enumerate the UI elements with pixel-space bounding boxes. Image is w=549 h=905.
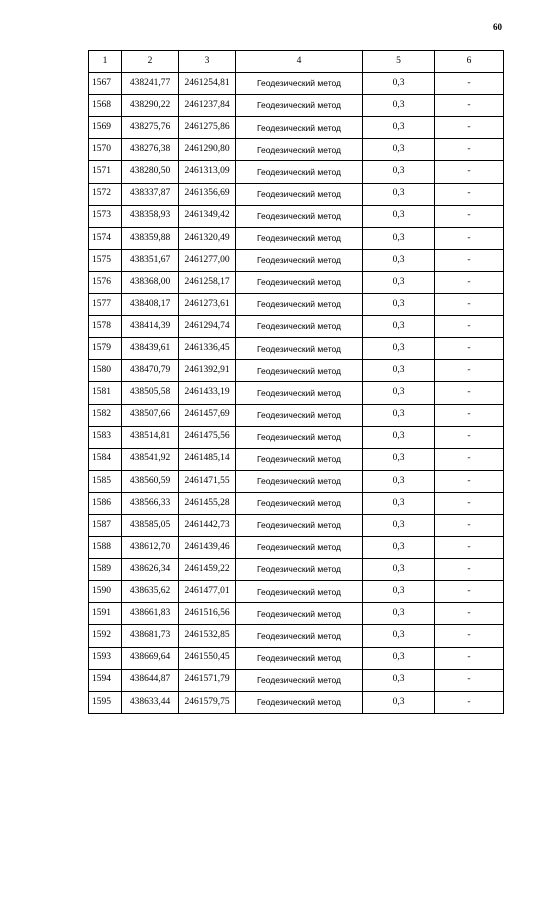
accuracy-cell: 0,3 bbox=[363, 271, 435, 293]
method-cell: Геодезический метод bbox=[236, 691, 363, 713]
point-number-cell: 1593 bbox=[89, 647, 122, 669]
point-number-cell: 1577 bbox=[89, 294, 122, 316]
y-coordinate-cell: 2461579,75 bbox=[179, 691, 236, 713]
table-row bbox=[89, 625, 504, 647]
note-cell: - bbox=[435, 492, 504, 514]
note-cell: - bbox=[435, 537, 504, 559]
point-number-cell: 1595 bbox=[89, 691, 122, 713]
y-coordinate-cell: 2461294,74 bbox=[179, 316, 236, 338]
y-coordinate-cell: 2461336,45 bbox=[179, 338, 236, 360]
table-row bbox=[89, 470, 504, 492]
method-cell: Геодезический метод bbox=[236, 470, 363, 492]
y-coordinate-cell: 2461516,56 bbox=[179, 603, 236, 625]
y-coordinate-cell: 2461457,69 bbox=[179, 404, 236, 426]
table-row bbox=[89, 271, 504, 293]
x-coordinate-cell: 438681,73 bbox=[122, 625, 179, 647]
note-cell: - bbox=[435, 271, 504, 293]
note-cell: - bbox=[435, 404, 504, 426]
table-body bbox=[89, 73, 504, 714]
x-coordinate-cell: 438470,79 bbox=[122, 360, 179, 382]
method-cell: Геодезический метод bbox=[236, 338, 363, 360]
x-coordinate-cell: 438241,77 bbox=[122, 73, 179, 95]
table-row bbox=[89, 647, 504, 669]
x-coordinate-cell: 438358,93 bbox=[122, 205, 179, 227]
x-coordinate-cell: 438514,81 bbox=[122, 426, 179, 448]
y-coordinate-cell: 2461459,22 bbox=[179, 559, 236, 581]
table-row bbox=[89, 294, 504, 316]
x-coordinate-cell: 438612,70 bbox=[122, 537, 179, 559]
note-cell: - bbox=[435, 426, 504, 448]
x-coordinate-cell: 438280,50 bbox=[122, 161, 179, 183]
method-cell: Геодезический метод bbox=[236, 294, 363, 316]
note-cell: - bbox=[435, 514, 504, 536]
table-row bbox=[89, 691, 504, 713]
table-row bbox=[89, 183, 504, 205]
y-coordinate-cell: 2461471,55 bbox=[179, 470, 236, 492]
point-number-cell: 1583 bbox=[89, 426, 122, 448]
y-coordinate-cell: 2461455,28 bbox=[179, 492, 236, 514]
point-number-cell: 1567 bbox=[89, 73, 122, 95]
table-row bbox=[89, 95, 504, 117]
y-coordinate-cell: 2461320,49 bbox=[179, 227, 236, 249]
x-coordinate-cell: 438566,33 bbox=[122, 492, 179, 514]
column-header: 2 bbox=[122, 51, 179, 73]
note-cell: - bbox=[435, 647, 504, 669]
method-cell: Геодезический метод bbox=[236, 205, 363, 227]
table-row bbox=[89, 603, 504, 625]
y-coordinate-cell: 2461258,17 bbox=[179, 271, 236, 293]
x-coordinate-cell: 438368,00 bbox=[122, 271, 179, 293]
x-coordinate-cell: 438351,67 bbox=[122, 249, 179, 271]
accuracy-cell: 0,3 bbox=[363, 139, 435, 161]
x-coordinate-cell: 438626,34 bbox=[122, 559, 179, 581]
accuracy-cell: 0,3 bbox=[363, 426, 435, 448]
y-coordinate-cell: 2461356,69 bbox=[179, 183, 236, 205]
accuracy-cell: 0,3 bbox=[363, 669, 435, 691]
note-cell: - bbox=[435, 581, 504, 603]
table-header-row bbox=[89, 51, 504, 73]
note-cell: - bbox=[435, 95, 504, 117]
accuracy-cell: 0,3 bbox=[363, 625, 435, 647]
note-cell: - bbox=[435, 625, 504, 647]
table-row bbox=[89, 514, 504, 536]
y-coordinate-cell: 2461254,81 bbox=[179, 73, 236, 95]
point-number-cell: 1573 bbox=[89, 205, 122, 227]
x-coordinate-cell: 438633,44 bbox=[122, 691, 179, 713]
method-cell: Геодезический метод bbox=[236, 73, 363, 95]
method-cell: Геодезический метод bbox=[236, 404, 363, 426]
table-row bbox=[89, 316, 504, 338]
accuracy-cell: 0,3 bbox=[363, 448, 435, 470]
table-row bbox=[89, 227, 504, 249]
method-cell: Геодезический метод bbox=[236, 249, 363, 271]
method-cell: Геодезический метод bbox=[236, 448, 363, 470]
note-cell: - bbox=[435, 117, 504, 139]
method-cell: Геодезический метод bbox=[236, 647, 363, 669]
note-cell: - bbox=[435, 161, 504, 183]
accuracy-cell: 0,3 bbox=[363, 161, 435, 183]
note-cell: - bbox=[435, 183, 504, 205]
table-row bbox=[89, 581, 504, 603]
coordinates-table bbox=[88, 50, 504, 714]
x-coordinate-cell: 438359,88 bbox=[122, 227, 179, 249]
accuracy-cell: 0,3 bbox=[363, 470, 435, 492]
table-row bbox=[89, 161, 504, 183]
point-number-cell: 1586 bbox=[89, 492, 122, 514]
x-coordinate-cell: 438439,61 bbox=[122, 338, 179, 360]
point-number-cell: 1568 bbox=[89, 95, 122, 117]
method-cell: Геодезический метод bbox=[236, 271, 363, 293]
method-cell: Геодезический метод bbox=[236, 183, 363, 205]
point-number-cell: 1587 bbox=[89, 514, 122, 536]
x-coordinate-cell: 438408,17 bbox=[122, 294, 179, 316]
accuracy-cell: 0,3 bbox=[363, 492, 435, 514]
x-coordinate-cell: 438275,76 bbox=[122, 117, 179, 139]
y-coordinate-cell: 2461532,85 bbox=[179, 625, 236, 647]
y-coordinate-cell: 2461290,80 bbox=[179, 139, 236, 161]
point-number-cell: 1585 bbox=[89, 470, 122, 492]
column-header: 5 bbox=[363, 51, 435, 73]
column-header: 4 bbox=[236, 51, 363, 73]
accuracy-cell: 0,3 bbox=[363, 338, 435, 360]
y-coordinate-cell: 2461433,19 bbox=[179, 382, 236, 404]
table-row bbox=[89, 669, 504, 691]
accuracy-cell: 0,3 bbox=[363, 603, 435, 625]
note-cell: - bbox=[435, 338, 504, 360]
method-cell: Геодезический метод bbox=[236, 117, 363, 139]
y-coordinate-cell: 2461571,79 bbox=[179, 669, 236, 691]
point-number-cell: 1584 bbox=[89, 448, 122, 470]
x-coordinate-cell: 438661,83 bbox=[122, 603, 179, 625]
method-cell: Геодезический метод bbox=[236, 139, 363, 161]
accuracy-cell: 0,3 bbox=[363, 647, 435, 669]
method-cell: Геодезический метод bbox=[236, 669, 363, 691]
accuracy-cell: 0,3 bbox=[363, 404, 435, 426]
note-cell: - bbox=[435, 360, 504, 382]
accuracy-cell: 0,3 bbox=[363, 691, 435, 713]
method-cell: Геодезический метод bbox=[236, 603, 363, 625]
y-coordinate-cell: 2461392,91 bbox=[179, 360, 236, 382]
x-coordinate-cell: 438290,22 bbox=[122, 95, 179, 117]
note-cell: - bbox=[435, 73, 504, 95]
point-number-cell: 1580 bbox=[89, 360, 122, 382]
column-header: 3 bbox=[179, 51, 236, 73]
method-cell: Геодезический метод bbox=[236, 382, 363, 404]
accuracy-cell: 0,3 bbox=[363, 249, 435, 271]
y-coordinate-cell: 2461485,14 bbox=[179, 448, 236, 470]
accuracy-cell: 0,3 bbox=[363, 514, 435, 536]
accuracy-cell: 0,3 bbox=[363, 227, 435, 249]
accuracy-cell: 0,3 bbox=[363, 183, 435, 205]
table-row bbox=[89, 426, 504, 448]
note-cell: - bbox=[435, 205, 504, 227]
x-coordinate-cell: 438414,39 bbox=[122, 316, 179, 338]
accuracy-cell: 0,3 bbox=[363, 581, 435, 603]
point-number-cell: 1588 bbox=[89, 537, 122, 559]
y-coordinate-cell: 2461313,09 bbox=[179, 161, 236, 183]
point-number-cell: 1594 bbox=[89, 669, 122, 691]
x-coordinate-cell: 438560,59 bbox=[122, 470, 179, 492]
note-cell: - bbox=[435, 294, 504, 316]
method-cell: Геодезический метод bbox=[236, 537, 363, 559]
table-row bbox=[89, 360, 504, 382]
method-cell: Геодезический метод bbox=[236, 360, 363, 382]
accuracy-cell: 0,3 bbox=[363, 382, 435, 404]
note-cell: - bbox=[435, 316, 504, 338]
note-cell: - bbox=[435, 470, 504, 492]
table-row bbox=[89, 382, 504, 404]
point-number-cell: 1582 bbox=[89, 404, 122, 426]
y-coordinate-cell: 2461550,45 bbox=[179, 647, 236, 669]
method-cell: Геодезический метод bbox=[236, 95, 363, 117]
method-cell: Геодезический метод bbox=[236, 514, 363, 536]
accuracy-cell: 0,3 bbox=[363, 117, 435, 139]
table-row bbox=[89, 537, 504, 559]
x-coordinate-cell: 438635,62 bbox=[122, 581, 179, 603]
point-number-cell: 1589 bbox=[89, 559, 122, 581]
x-coordinate-cell: 438337,87 bbox=[122, 183, 179, 205]
point-number-cell: 1592 bbox=[89, 625, 122, 647]
point-number-cell: 1578 bbox=[89, 316, 122, 338]
point-number-cell: 1581 bbox=[89, 382, 122, 404]
method-cell: Геодезический метод bbox=[236, 316, 363, 338]
table-row bbox=[89, 205, 504, 227]
column-header: 1 bbox=[89, 51, 122, 73]
accuracy-cell: 0,3 bbox=[363, 559, 435, 581]
note-cell: - bbox=[435, 448, 504, 470]
point-number-cell: 1591 bbox=[89, 603, 122, 625]
note-cell: - bbox=[435, 559, 504, 581]
note-cell: - bbox=[435, 603, 504, 625]
accuracy-cell: 0,3 bbox=[363, 537, 435, 559]
method-cell: Геодезический метод bbox=[236, 581, 363, 603]
accuracy-cell: 0,3 bbox=[363, 95, 435, 117]
table-row bbox=[89, 73, 504, 95]
x-coordinate-cell: 438505,58 bbox=[122, 382, 179, 404]
accuracy-cell: 0,3 bbox=[363, 360, 435, 382]
point-number-cell: 1571 bbox=[89, 161, 122, 183]
table-row bbox=[89, 338, 504, 360]
column-header: 6 bbox=[435, 51, 504, 73]
y-coordinate-cell: 2461439,46 bbox=[179, 537, 236, 559]
point-number-cell: 1579 bbox=[89, 338, 122, 360]
point-number-cell: 1574 bbox=[89, 227, 122, 249]
note-cell: - bbox=[435, 382, 504, 404]
y-coordinate-cell: 2461477,01 bbox=[179, 581, 236, 603]
method-cell: Геодезический метод bbox=[236, 161, 363, 183]
x-coordinate-cell: 438644,87 bbox=[122, 669, 179, 691]
x-coordinate-cell: 438541,92 bbox=[122, 448, 179, 470]
table-row bbox=[89, 117, 504, 139]
y-coordinate-cell: 2461275,86 bbox=[179, 117, 236, 139]
table-row bbox=[89, 492, 504, 514]
point-number-cell: 1572 bbox=[89, 183, 122, 205]
y-coordinate-cell: 2461277,00 bbox=[179, 249, 236, 271]
method-cell: Геодезический метод bbox=[236, 492, 363, 514]
point-number-cell: 1576 bbox=[89, 271, 122, 293]
y-coordinate-cell: 2461349,42 bbox=[179, 205, 236, 227]
y-coordinate-cell: 2461475,56 bbox=[179, 426, 236, 448]
y-coordinate-cell: 2461273,61 bbox=[179, 294, 236, 316]
point-number-cell: 1570 bbox=[89, 139, 122, 161]
method-cell: Геодезический метод bbox=[236, 625, 363, 647]
accuracy-cell: 0,3 bbox=[363, 294, 435, 316]
y-coordinate-cell: 2461237,84 bbox=[179, 95, 236, 117]
table-row bbox=[89, 448, 504, 470]
method-cell: Геодезический метод bbox=[236, 426, 363, 448]
x-coordinate-cell: 438507,66 bbox=[122, 404, 179, 426]
page-number: 60 bbox=[493, 22, 502, 32]
table-row bbox=[89, 404, 504, 426]
accuracy-cell: 0,3 bbox=[363, 316, 435, 338]
y-coordinate-cell: 2461442,73 bbox=[179, 514, 236, 536]
accuracy-cell: 0,3 bbox=[363, 205, 435, 227]
point-number-cell: 1575 bbox=[89, 249, 122, 271]
point-number-cell: 1569 bbox=[89, 117, 122, 139]
accuracy-cell: 0,3 bbox=[363, 73, 435, 95]
x-coordinate-cell: 438276,38 bbox=[122, 139, 179, 161]
x-coordinate-cell: 438669,64 bbox=[122, 647, 179, 669]
note-cell: - bbox=[435, 691, 504, 713]
note-cell: - bbox=[435, 139, 504, 161]
table-row bbox=[89, 249, 504, 271]
table-row bbox=[89, 139, 504, 161]
method-cell: Геодезический метод bbox=[236, 559, 363, 581]
note-cell: - bbox=[435, 249, 504, 271]
method-cell: Геодезический метод bbox=[236, 227, 363, 249]
point-number-cell: 1590 bbox=[89, 581, 122, 603]
x-coordinate-cell: 438585,05 bbox=[122, 514, 179, 536]
note-cell: - bbox=[435, 227, 504, 249]
table-row bbox=[89, 559, 504, 581]
note-cell: - bbox=[435, 669, 504, 691]
